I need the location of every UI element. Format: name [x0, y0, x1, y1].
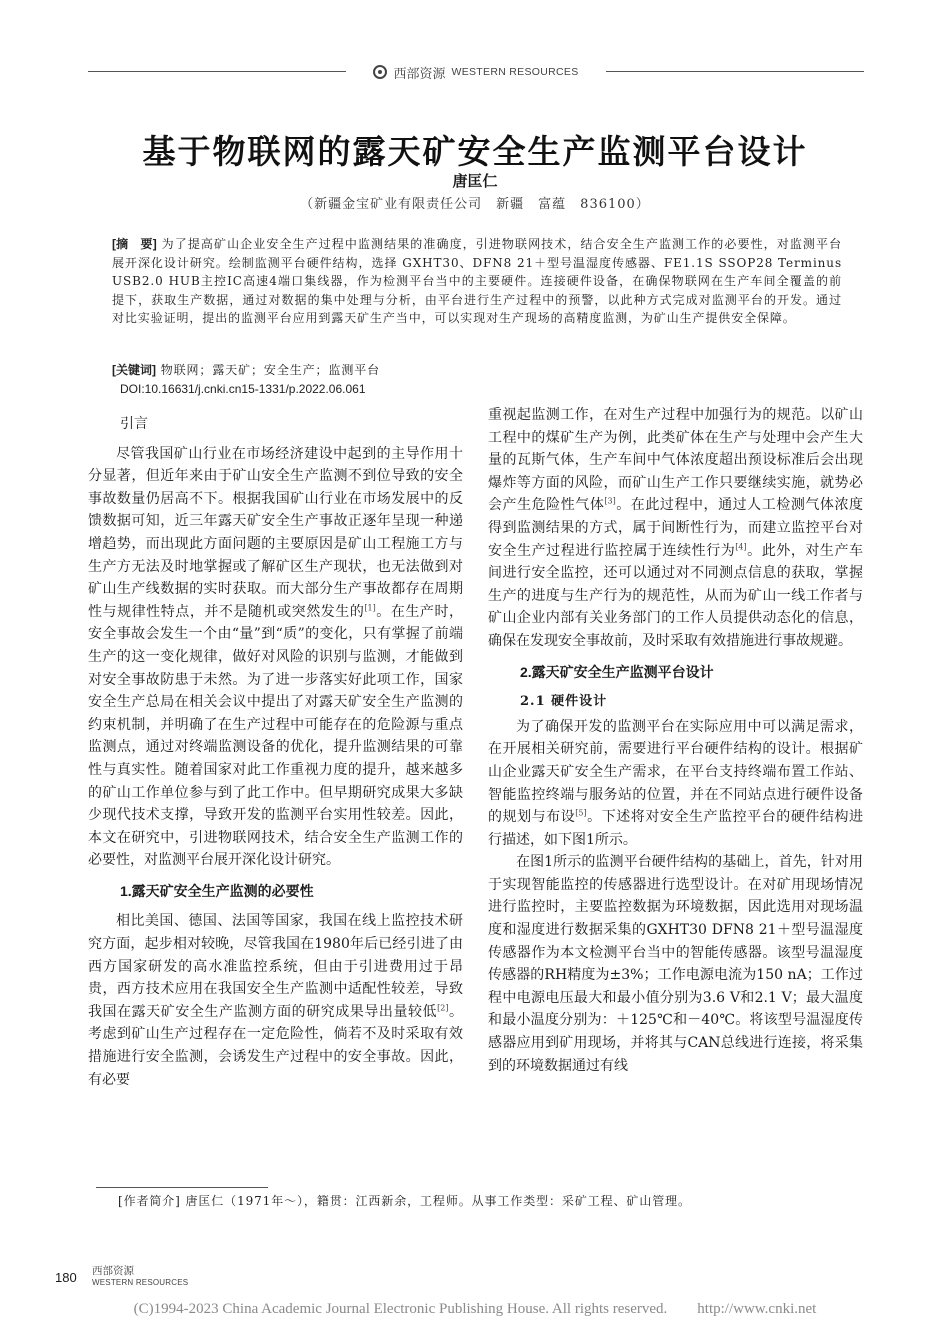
abstract-text: 为了提高矿山企业安全生产过程中监测结果的准确度，引进物联网技术，结合安全生产监测工作的必要性，对监测平台展开深化设计研究。绘制监测平台硬件结构，选择 GXHT30、DFN8 21＋型号温湿度传感器、FE1.1S SSOP28 Terminus USB2.0 HUB主控IC高速4端口集线器，作为检测平台当中的主要硬件。连接硬件设备，在确保物联网在生产车间全覆盖的前提下，获取生产数据，通过对数据的集中处理与分析，由平台进行生产过程中的预警，以此种方式完成对监测平台的开发。通过对比实验证明，提出的监测平台应用到露天矿生产当中，可以实现对生产现场的高精度监测，为矿山生产提供安全保障。 [112, 237, 842, 326]
intro-heading: 引言 [120, 415, 148, 431]
header-brand-en: WESTERN RESOURCES [451, 66, 579, 78]
right-column [488, 404, 863, 1077]
page-number: 180 [55, 1270, 77, 1285]
section-1-heading: 1.露天矿安全生产监测的必要性 [120, 882, 314, 899]
ref-5: [5] [575, 808, 587, 818]
footnote-rule [96, 1187, 268, 1188]
doi: DOI:10.16631/j.cnki.cn15-1331/p.2022.06.061 [120, 382, 366, 396]
header-brand [358, 62, 594, 82]
section-2-1-paragraph-2: 在图1所示的监测平台硬件结构的基础上，首先，针对用于实现智能监控的传感器进行选型设计。在对矿用现场情况进行监控时，主要监控数据为环境数据，因此选用对现场温度和湿度进行数据采集的GXHT30 DFN8 21＋型号温湿度传感器作为本文检测平台当中的智能传感器。该型号温湿度传感器的RH精度为±3%；工作电源电流为150 nA；工作过程中电源电压最大和最小值分别为3.6 V和2.1 V；最大温度和最小温度分别为：＋125℃和－40℃。将该型号温湿度传感器应用到矿用现场，并将其与CAN总线进行连接，将采集到的环境数据通过有线 [488, 854, 863, 1074]
ref-2: [2] [437, 1003, 449, 1013]
ref-1: [1] [364, 603, 376, 613]
intro-text-b: 。在生产时，安全事故会发生一个由“量”到“质”的变化，只有掌握了前端生产的这一变化规律，做好对风险的识别与监测，才能做到对安全事故防患于未然。为了进一步落实好此项工作，国家安全生产总局在相关会议中提出了对露天矿安全生产监测的约束机制，并明确了在生产过程中可能存在的危险源与重点监测点，通过对终端监测设备的优化，提升监测结果的可靠性与真实性。随着国家对此工作重视力度的提升，越来越多的矿山工作单位参与到了此工作中。但早期研究成果大多缺少现代技术支撑，导致开发的监测平台实用性较差。因此，本文在研究中，引进物联网技术，结合安全生产监测工作的必要性，对监测平台展开深化设计研究。 [88, 603, 464, 869]
section-2-1-paragraph-1 [488, 716, 863, 852]
left-column [88, 404, 463, 1091]
abstract-label: [摘 要] [112, 237, 157, 251]
running-header [88, 62, 864, 82]
keywords [112, 361, 842, 378]
author-name: 唐匡仁 [452, 173, 498, 190]
keywords-label: [关键词] [112, 363, 156, 377]
header-rule-right [606, 71, 864, 72]
continued-paragraph [488, 404, 863, 653]
footer-brand-en: WESTERN RESOURCES [92, 1278, 189, 1287]
ref-4: [4] [735, 541, 747, 551]
footer-brand [92, 1266, 188, 1288]
paper-title: 基于物联网的露天矿安全生产监测平台设计 [142, 132, 808, 171]
copyright-notice: (C)1994-2023 China Academic Journal Electronic Publishing House. All rights reserved. http://www.cnki.net [133, 1301, 817, 1317]
circle-logo-icon [373, 65, 387, 79]
cont-text-a: 重视起监测工作，在对生产过程中加强行为的规范。以矿山工程中的煤矿生产为例，此类矿体在生产与处理中会产生大量的瓦斯气体，生产车间中气体浓度超出预设标准后会出现爆炸等方面的风险，而矿山生产工作只要继续实施，就势必会产生危险性气体 [488, 407, 863, 514]
section-2-1-heading: 2.1 硬件设计 [520, 694, 608, 710]
header-rule-left [88, 71, 346, 72]
keywords-text: 物联网；露天矿；安全生产；监测平台 [160, 363, 381, 377]
author-footnote: [作者简介] 唐匡仁（1971年～），籍贯：江西新余，工程师。从事工作类型：采矿工程、矿山管理。 [118, 1194, 691, 1208]
sec21-text-a: 为了确保开发的监测平台在实际应用中可以满足需求，在开展相关研究前，需要进行平台硬件结构的设计。根据矿山企业露天矿安全生产需求，在平台支持终端布置工作站、智能监控终端与服务站的位置，并在不同站点进行硬件设备的规划与布设 [488, 718, 863, 826]
abstract [112, 235, 842, 328]
section-1-paragraph [88, 910, 463, 1091]
sec1-text-b: 。考虑到矿山生产过程存在一定危险性，倘若不及时采取有效措施进行安全监测，会诱发生产过程中的安全事故。因此，有必要 [88, 1003, 463, 1088]
cont-text-b: 。在此过程中，通过人工检测气体浓度得到监测结果的方式，属于间断性行为，而建立监控平台对安全生产过程进行监控属于连续性行为 [488, 497, 864, 559]
intro-paragraph [88, 443, 463, 872]
sec1-text-a: 相比美国、德国、法国等国家，我国在线上监控技术研究方面，起步相对较晚，尽管我国在1980年后已经引进了由西方国家研发的高水准监控系统，但由于引进费用过于昂贵，西方技术应用在我国安全生产监测中适配性较差，导致我国在露天矿安全生产监测方面的研究成果导出量较低 [88, 913, 463, 1020]
intro-text-a: 尽管我国矿山行业在市场经济建设中起到的主导作用十分显著，但近年来由于矿山安全生产监测不到位导致的安全事故数量仍居高不下。根据我国矿山行业在市场发展中的反馈数据可知，近三年露天矿安全生产事故正逐年呈现一种递增趋势，而出现此方面问题的主要原因是矿山工程施工方与生产方无法及时地掌握或了解矿区生产现状，也无法做到对矿山生产线数据的实时获取。而大部分生产事故都存在周期性与规律性特点，并不是随机或突然发生的 [88, 445, 463, 620]
section-2-heading: 2.露天矿安全生产监测平台设计 [520, 663, 714, 680]
ref-3: [3] [604, 496, 616, 506]
header-brand-cn: 西部资源 [393, 65, 446, 81]
cont-text-c: 。此外，对生产车间进行安全监控，还可以通过对不同测点信息的获取，掌握生产的进度与生产行为的规范性，从而为矿山一线工作者与矿山企业内部有关业务部门的工作人员提供动态化的信息，确保在发现安全事故前，及时采取有效措施进行事故规避。 [488, 542, 864, 649]
author-affiliation: （新疆金宝矿业有限责任公司 新疆 富蕴 836100） [300, 197, 650, 212]
footer-brand-cn: 西部资源 [92, 1265, 134, 1277]
sec21-text-b: 。下述将对安全生产监控平台的硬件结构进行描述，如下图1所示。 [488, 809, 864, 848]
